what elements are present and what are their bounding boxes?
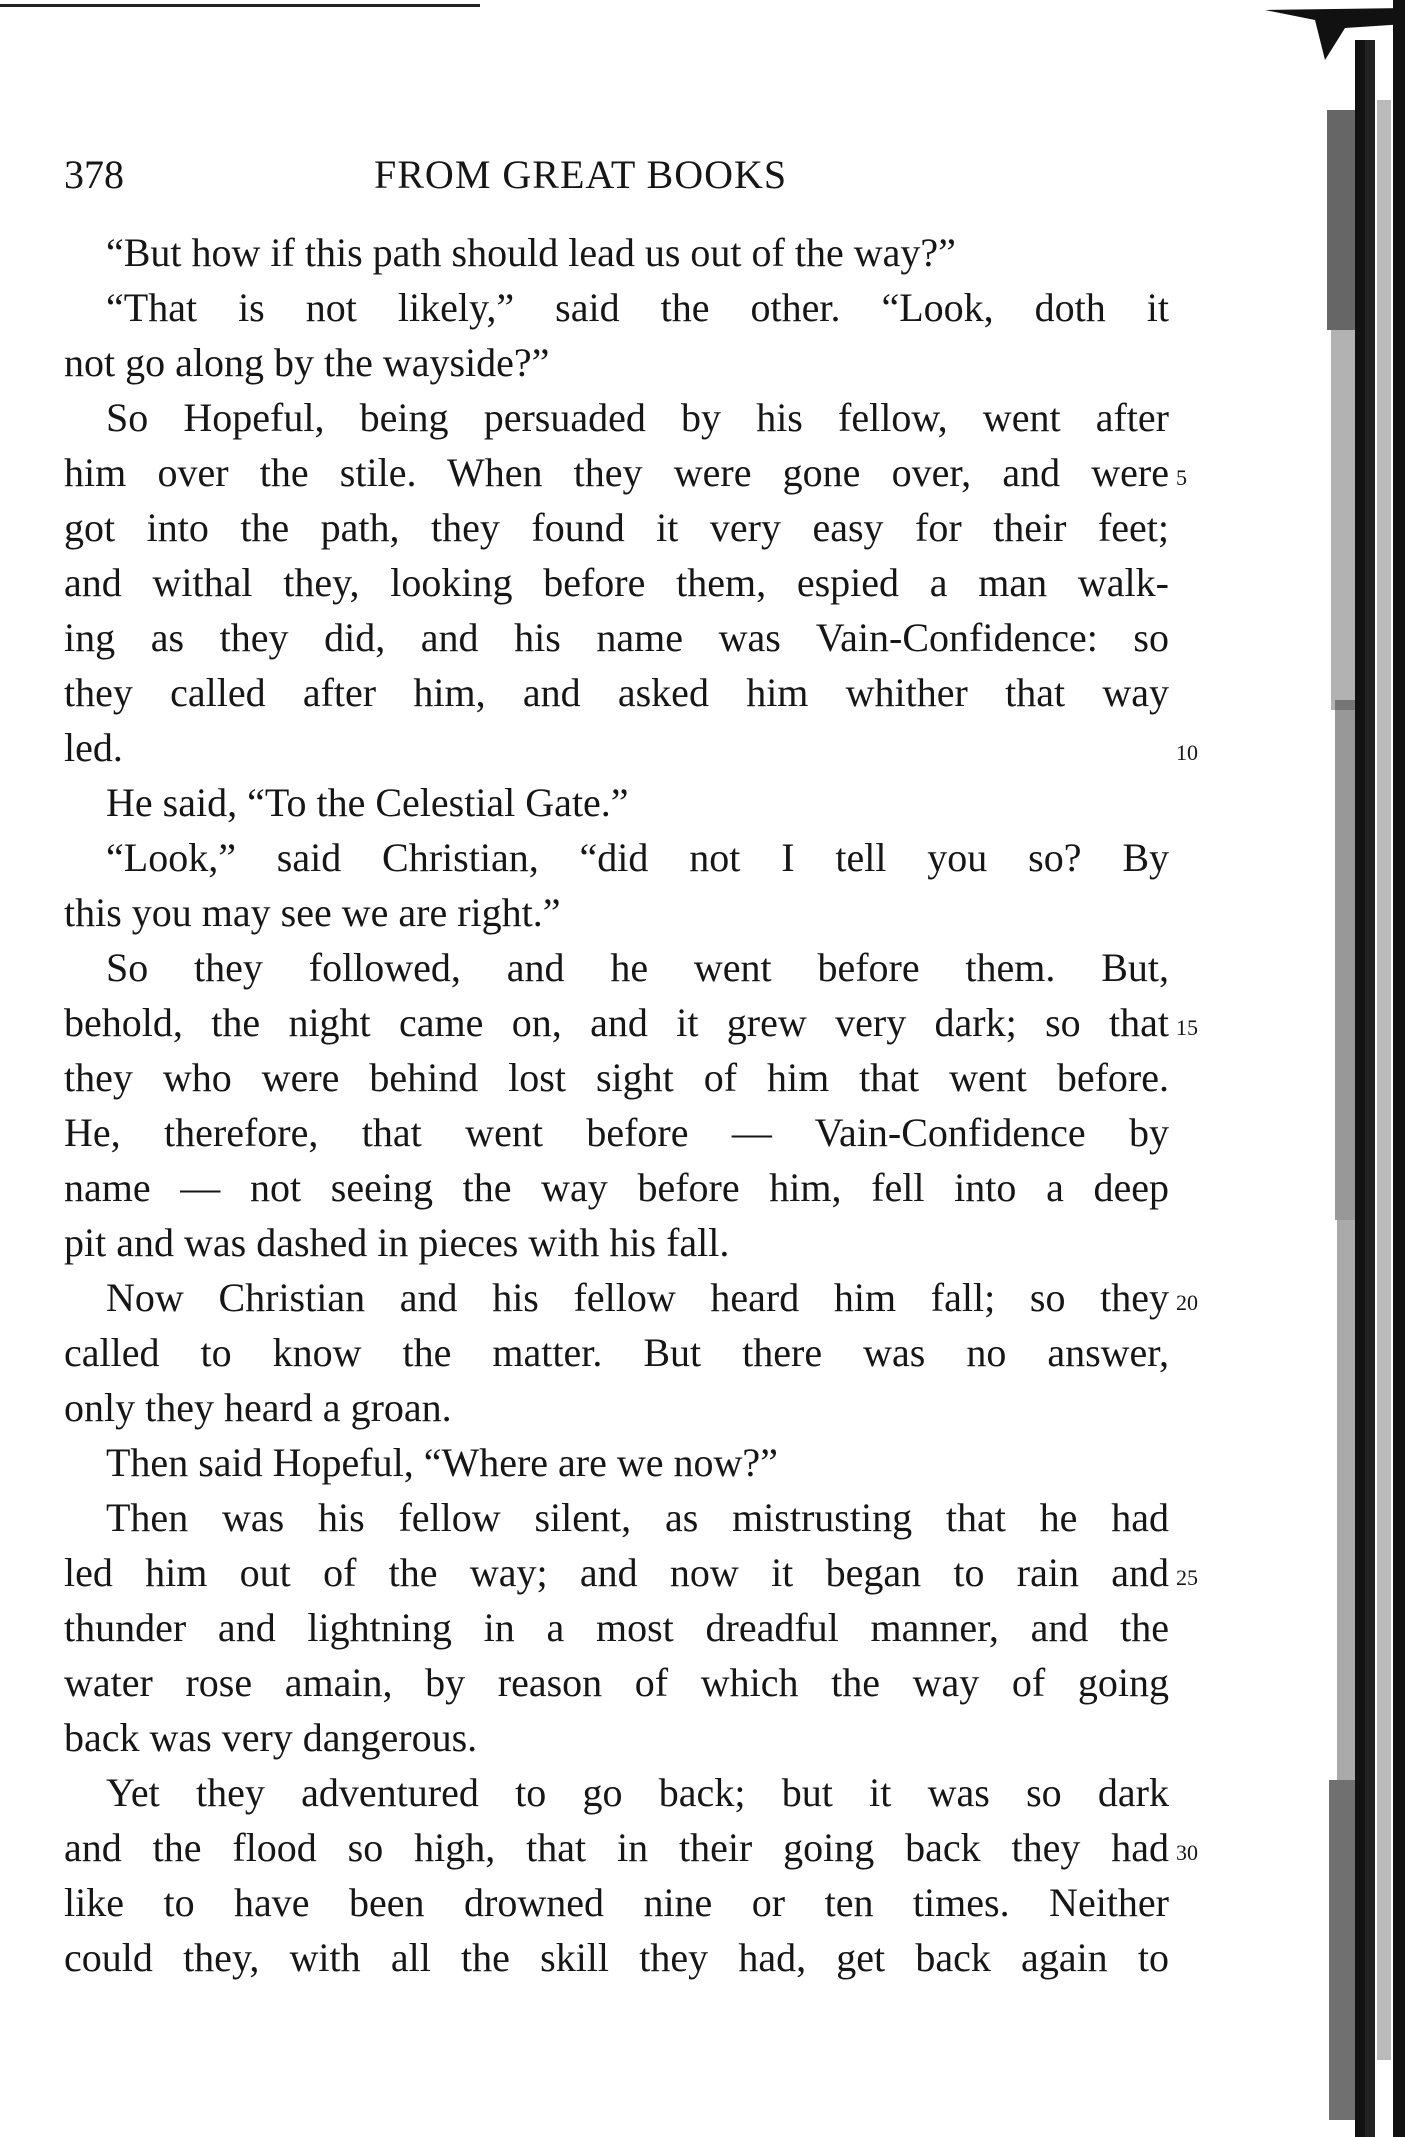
line-number-marker: 20 [1176, 1290, 1198, 1315]
text-line: called to know the matter. But there was no answer, [64, 1330, 1169, 1375]
text-line: He said, “To the Celestial Gate.” [106, 780, 629, 825]
text-line: this you may see we are right.” [64, 890, 561, 935]
text-line: back was very dangerous. [64, 1715, 478, 1760]
text-line: got into the path, they found it very easy for their feet; [64, 505, 1169, 550]
text-line: could they, with all the skill they had, get back again to [64, 1935, 1169, 1980]
text-line: led. [64, 725, 123, 770]
text-line: Then was his fellow silent, as mistrusting that he had [106, 1495, 1169, 1540]
line-number-marker: 10 [1176, 740, 1198, 765]
text-line: thunder and lightning in a most dreadful manner, and the [64, 1605, 1169, 1650]
text-line: they called after him, and asked him whither that way [64, 670, 1169, 715]
text-line: “That is not likely,” said the other. “Look, doth it [106, 285, 1169, 330]
text-line: and the flood so high, that in their going back they had [64, 1825, 1169, 1870]
text-line: “But how if this path should lead us out of the way?” [106, 230, 956, 275]
page-number: 378 [64, 152, 124, 197]
text-line: ing as they did, and his name was Vain-Confidence: so [64, 615, 1169, 660]
text-line: name — not seeing the way before him, fell into a deep [64, 1165, 1169, 1210]
text-line: only they heard a groan. [64, 1385, 452, 1430]
text-line: not go along by the wayside?” [64, 340, 550, 385]
text-line: him over the stile. When they were gone over, and were [64, 450, 1169, 495]
text-line: So Hopeful, being persuaded by his fellow, went after [106, 395, 1169, 440]
text-line: behold, the night came on, and it grew very dark; so that [64, 1000, 1169, 1045]
text-line: “Look,” said Christian, “did not I tell you so? By [106, 835, 1169, 880]
text-line: they who were behind lost sight of him that went before. [64, 1055, 1169, 1100]
top-rule [0, 4, 480, 7]
text-line: like to have been drowned nine or ten times. Neither [64, 1880, 1169, 1925]
text-line: He, therefore, that went before — Vain-Confidence by [64, 1110, 1169, 1155]
page-binding-edge [1265, 0, 1405, 2137]
running-title: FROM GREAT BOOKS [374, 152, 788, 197]
line-number-marker: 15 [1176, 1015, 1198, 1040]
text-line: So they followed, and he went before them. But, [106, 945, 1169, 990]
text-line: led him out of the way; and now it began to rain and [64, 1550, 1169, 1595]
text-line: Yet they adventured to go back; but it was so dark [106, 1770, 1169, 1815]
running-head [64, 150, 1169, 200]
text-line: Then said Hopeful, “Where are we now?” [106, 1440, 778, 1485]
text-line: water rose amain, by reason of which the way of going [64, 1660, 1169, 1705]
line-number-marker: 25 [1176, 1565, 1198, 1590]
text-line: Now Christian and his fellow heard him fall; so they [106, 1275, 1169, 1320]
text-line: and withal they, looking before them, espied a man walk- [64, 560, 1169, 605]
text-line: pit and was dashed in pieces with his fall. [64, 1220, 730, 1265]
line-number-marker: 30 [1176, 1840, 1198, 1865]
line-number-marker: 5 [1176, 465, 1187, 490]
